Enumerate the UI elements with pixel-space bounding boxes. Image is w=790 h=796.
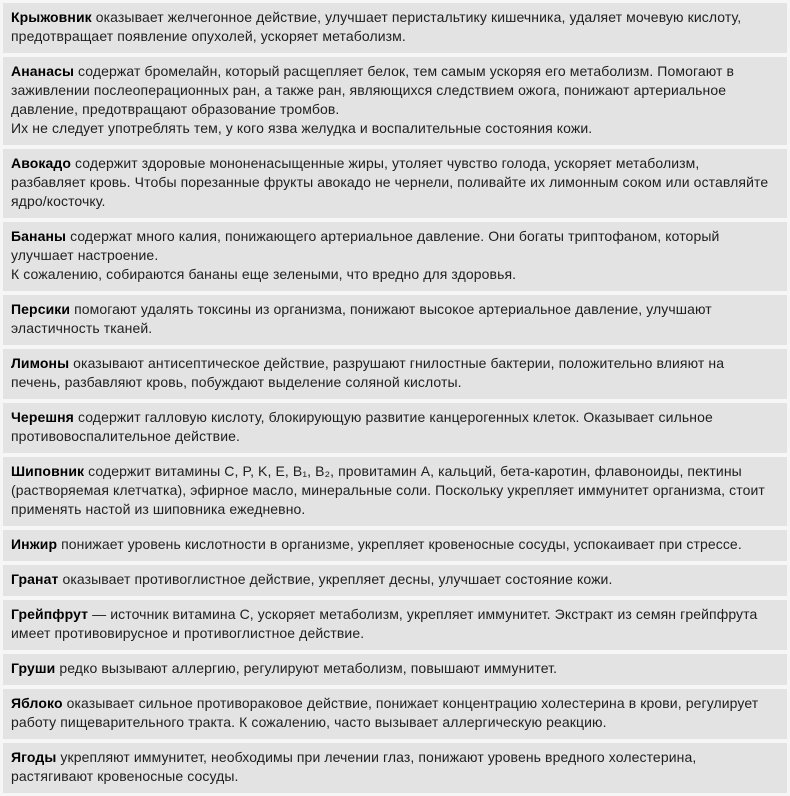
entry-block [3,3,787,53]
entry-block [3,295,787,345]
entry-term: Персики [11,301,71,317]
entry-block [3,530,787,561]
entry-body: содержат много калия, понижающего артериальное давление. Они богаты триптофаном, который улучшает настроение. К сожалению, собираются бананы еще зелеными, что вредно для здоровья. [11,228,720,282]
entry-block [3,600,787,650]
entry-body: содержат бромелайн, который расщепляет белок, тем самым ускоряя его метаболизм. Помогают в заживлении послеоперационных ран, а также ран, являющихся следствием ожога, понижают артериальное давление, предотвращают образование тромбов. Их не следует употреблять тем, у кого язва желудка и воспалительные состояния кожи. [11,63,735,136]
entry-body: содержит витамины C, P, K, E, B₁, B₂, провитамин A, кальций, бета-каротин, флавоноиды, пектины (растворяемая клетчатка), эфирное масло, минеральные соли. Поскольку укрепляет иммунитет организма, стоит применять настой из шиповника ежедневно. [11,463,765,517]
entry-block [3,57,787,145]
entry-term: Шиповник [11,463,85,479]
entry-block [3,654,787,685]
entry-block [3,457,787,526]
entry-term: Гранат [11,571,59,587]
entry-term: Ягоды [11,749,57,765]
entry-term: Ананасы [11,63,75,79]
entry-body: — источник витамина C, ускоряет метаболизм, укрепляет иммунитет. Экстракт из семян грейпфрута имеет противовирусное и противоглистное действие. [11,606,758,641]
entry-term: Авокадо [11,155,72,171]
entry-block [3,222,787,291]
entry-body: оказывает сильное противораковое действие, понижает концентрацию холестерина в крови, регулирует работу пищеварительного тракта. К сожалению, часто вызывает аллергическую реакцию. [11,695,759,730]
entry-block [3,689,787,739]
entry-term: Лимоны [11,355,70,371]
entry-term: Грейпфрут [11,606,89,622]
entry-block [3,565,787,596]
entry-body: оказывает желчегонное действие, улучшает перистальтику кишечника, удаляет мочевую кислоту, предотвращает появление опухолей, ускоряет метаболизм. [11,9,742,44]
entry-block [3,149,787,218]
entry-term: Груши [11,660,56,676]
entry-term: Черешня [11,409,74,425]
entry-block [3,403,787,453]
entry-term: Яблоко [11,695,63,711]
entry-body: укрепляют иммунитет, необходимы при лечении глаз, понижают уровень вредного холестерина, растягивают кровеносные сосуды. [11,749,697,784]
entry-body: понижает уровень кислотности в организме, укрепляет кровеносные сосуды, успокаивает при стрессе. [57,536,742,552]
entry-body: содержит здоровые мононенасыщенные жиры, утоляет чувство голода, ускоряет метаболизм, разбавляет кровь. Чтобы порезанные фрукты авокадо не чернели, поливайте их лимонным соком или оставляйте ядро/косточку. [11,155,769,209]
entry-body: редко вызывают аллергию, регулируют метаболизм, повышают иммунитет. [55,660,558,676]
entry-body: оказывает противоглистное действие, укрепляет десны, улучшает состояние кожи. [58,571,613,587]
entry-term: Крыжовник [11,9,92,25]
entry-term: Бананы [11,228,67,244]
entry-block [3,349,787,399]
entry-body: помогают удалять токсины из организма, понижают высокое артериальное давление, улучшают эластичность тканей. [11,301,712,336]
entry-body: оказывают антисептическое действие, разрушают гнилостные бактерии, положительно влияют на печень, разбавляют кровь, побуждают выделение соляной кислоты. [11,355,725,390]
entry-term: Инжир [11,536,58,552]
entry-block [3,743,787,793]
entry-body: содержит галловую кислоту, блокирующую развитие канцерогенных клеток. Оказывает сильное противовоспалительное действие. [11,409,713,444]
